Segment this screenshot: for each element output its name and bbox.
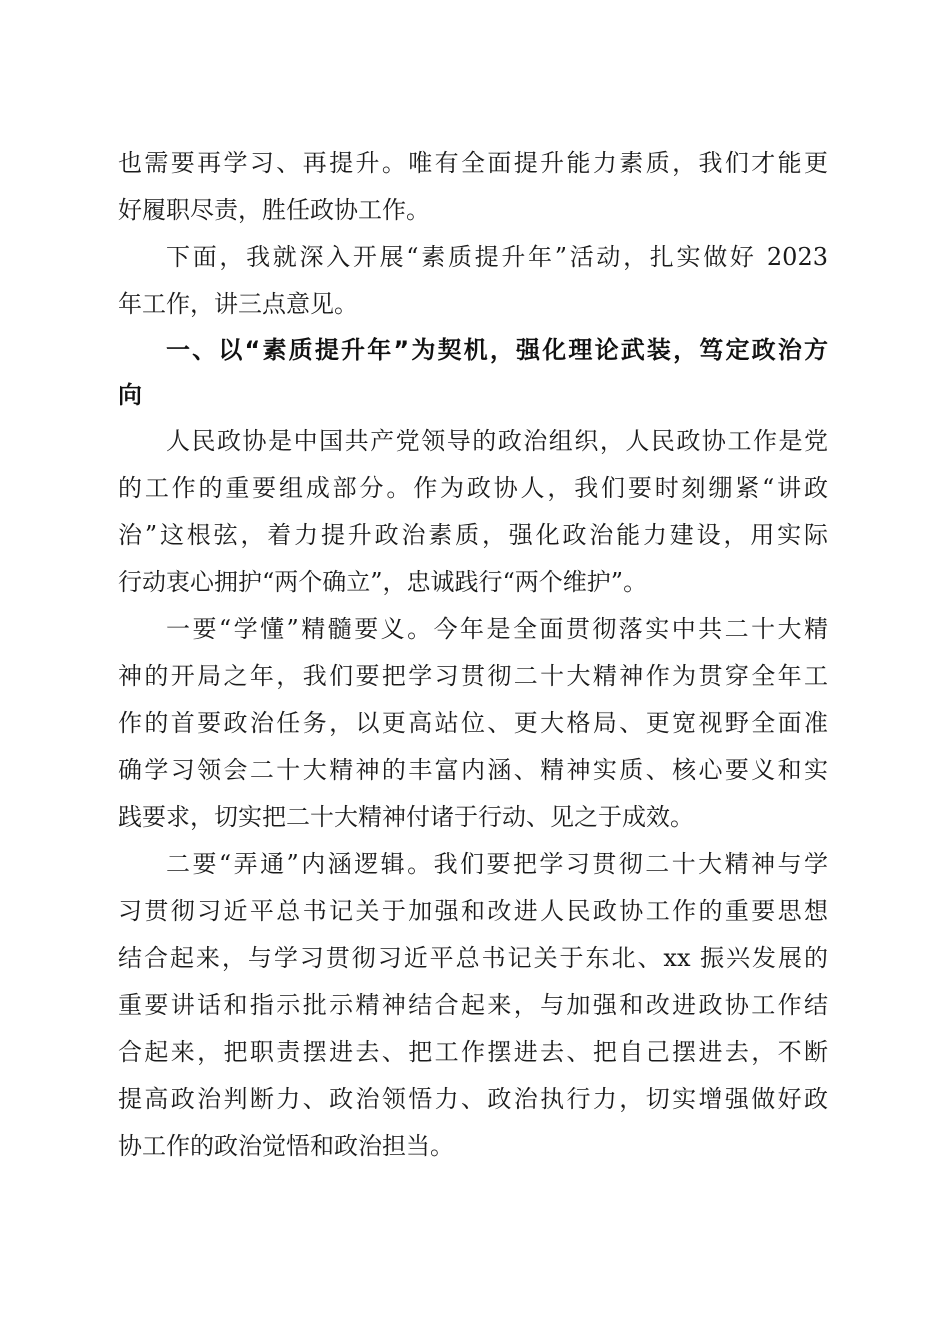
heading-line: 一、以“素质提升年”为契机，强化理论武装，笃定政治方	[166, 336, 828, 364]
text-line: 下面，我就深入开展“素质提升年”活动，扎实做好 2023	[166, 243, 828, 271]
document-body	[118, 136, 828, 1166]
text-line: 治”这根弦，着力提升政治素质，强化政治能力建设，用实际	[118, 521, 828, 549]
text-line: 二要“弄通”内涵逻辑。我们要把学习贯彻二十大精神与学	[166, 850, 828, 878]
text-line: 合起来，把职责摆进去、把工作摆进去、把自己摆进去，不断	[118, 1038, 828, 1066]
text-line: 习贯彻习近平总书记关于加强和改进人民政协工作的重要思想	[118, 897, 828, 925]
text-line: 重要讲话和指示批示精神结合起来，与加强和改进政协工作结	[118, 991, 828, 1019]
text-line: 践要求，切实把二十大精神付诸于行动、见之于成效。	[118, 803, 694, 831]
text-line: 神的开局之年，我们要把学习贯彻二十大精神作为贯穿全年工	[118, 662, 828, 690]
text-line: 行动衷心拥护“两个确立”，忠诚践行“两个维护”。	[118, 568, 648, 596]
paragraph	[118, 414, 828, 602]
text-line: 确学习领会二十大精神的丰富内涵、精神实质、核心要义和实	[118, 756, 828, 784]
heading-line: 向	[118, 381, 142, 409]
text-line: 也需要再学习、再提升。唯有全面提升能力素质，我们才能更	[118, 149, 828, 177]
text-line: 提高政治判断力、政治领悟力、政治执行力，切实增强做好政	[118, 1085, 828, 1113]
text-line: 结合起来，与学习贯彻习近平总书记关于东北、xx 振兴发展的	[118, 944, 828, 972]
section-heading	[118, 324, 828, 414]
text-line: 一要“学懂”精髓要义。今年是全面贯彻落实中共二十大精	[166, 615, 828, 643]
text-line: 人民政协是中国共产党领导的政治组织，人民政协工作是党	[166, 427, 828, 455]
paragraph	[118, 837, 828, 1166]
paragraph	[118, 136, 828, 230]
text-line: 协工作的政治觉悟和政治担当。	[118, 1132, 454, 1160]
paragraph	[118, 230, 828, 324]
text-line: 年工作，讲三点意见。	[118, 290, 358, 318]
text-line: 好履职尽责，胜任政协工作。	[118, 196, 430, 224]
text-line: 的工作的重要组成部分。作为政协人，我们要时刻绷紧“讲政	[118, 474, 828, 502]
text-line: 作的首要政治任务，以更高站位、更大格局、更宽视野全面准	[118, 709, 828, 737]
paragraph	[118, 602, 828, 837]
